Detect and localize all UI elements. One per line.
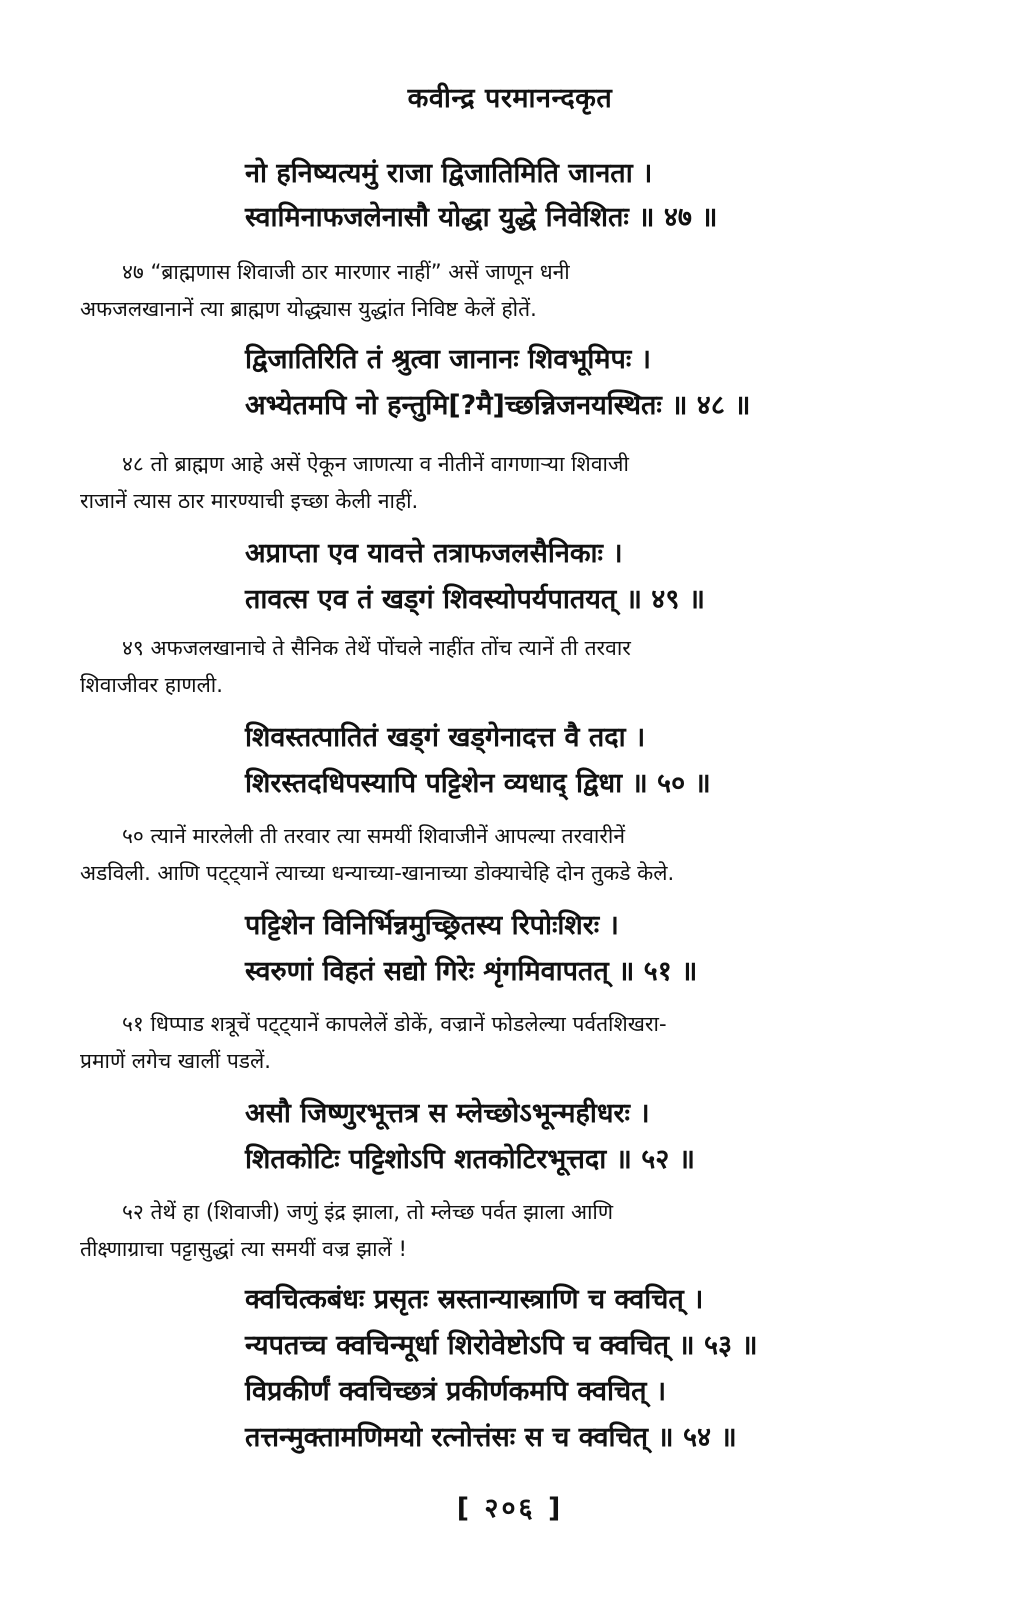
translation-50 bbox=[80, 818, 920, 892]
verse-48-line-1: द्विजातिरिति तं श्रुत्वा जानानः शिवभूमिपः । bbox=[245, 344, 651, 375]
verse-49-line-2: तावत्स एव तं खड्गं शिवस्योपर्यपातयत् ॥ ४९ ॥ bbox=[245, 584, 705, 615]
verse-50-line-2: शिरस्तदधिपस्यापि पट्टिशेन व्यधाद् द्विधा ॥ ५० ॥ bbox=[245, 768, 711, 799]
translation-51-line-1: ५१ धिप्पाड शत्रूचें पट्ट्यानें कापलेलें डोकें, वज्रानें फोडलेल्या पर्वतशिखरा- bbox=[122, 1012, 667, 1036]
verse-50-line-1: शिवस्तत्पातितं खड्गं खड्गेनादत्त वै तदा । bbox=[245, 722, 646, 753]
translation-52-line-1: ५२ तेथें हा (शिवाजी) जणुं इंद्र झाला, तो म्लेच्छ पर्वत झाला आणि bbox=[122, 1200, 614, 1224]
verse-51-line-2: स्वरुणां विहतं सद्यो गिरेः शृंगमिवापतत् ॥ ५१ ॥ bbox=[245, 956, 698, 987]
verse-48-line-2: अभ्येतमपि नो हन्तुमि[?मै]च्छन्निजनयस्थितः ॥ ४८ ॥ bbox=[245, 390, 751, 421]
translation-51-line-2: प्रमाणें लगेच खालीं पडलें. bbox=[80, 1049, 271, 1073]
translation-49-line-1: ४९ अफजलखानाचे ते सैनिक तेथें पोंचले नाहींत तोंच त्यानें ती तरवार bbox=[122, 636, 631, 660]
translation-48-line-2: राजानें त्यास ठार मारण्याची इच्छा केली नाहीं. bbox=[80, 489, 419, 513]
page-number: [ २०६ ] bbox=[456, 1493, 564, 1524]
verse-54-line-2: तत्तन्मुक्तामणिमयो रत्नोत्तंसः स च क्वचित् ॥ ५४ ॥ bbox=[245, 1422, 737, 1453]
verse-51-line-1: पट्टिशेन विनिर्भिन्नमुच्छ्रितस्य रिपोःशिरः । bbox=[245, 910, 619, 941]
translation-50-line-2: अडविली. आणि पट्ट्यानें त्याच्या धन्याच्या-खानाच्या डोक्याचेहि दोन तुकडे केले. bbox=[80, 861, 675, 885]
translation-48-line-1: ४८ तो ब्राह्मण आहे असें ऐकून जाणत्या व नीतीनें वागणाऱ्या शिवाजी bbox=[122, 452, 629, 476]
translation-49-line-2: शिवाजीवर हाणली. bbox=[80, 673, 223, 697]
verse-54-line-1: विप्रकीर्णं क्वचिच्छत्रं प्रकीर्णकमपि क्वचित् । bbox=[245, 1376, 667, 1407]
translation-47-line-1: ४७ “ब्राह्मणास शिवाजी ठार मारणार नाहीं” असें जाणून धनी bbox=[122, 260, 570, 284]
verse-52-line-2: शितकोटिः पट्टिशोऽपि शतकोटिरभूत्तदा ॥ ५२ ॥ bbox=[245, 1144, 695, 1175]
verse-47-line-1: नो हनिष्यत्यमुं राजा द्विजातिमिति जानता । bbox=[245, 158, 653, 189]
translation-47-line-2: अफजलखानानें त्या ब्राह्मण योद्ध्यास युद्धांत निविष्ट केलें होतें. bbox=[80, 297, 537, 321]
translation-49 bbox=[80, 630, 920, 704]
translation-47 bbox=[80, 254, 920, 328]
translation-48 bbox=[80, 446, 920, 520]
verse-52-line-1: असौ जिष्णुरभूत्तत्र स म्लेच्छोऽभून्महीधरः । bbox=[245, 1098, 650, 1129]
verse-49-line-1: अप्राप्ता एव यावत्ते तत्राफजलसैनिकाः । bbox=[245, 538, 623, 569]
translation-51 bbox=[80, 1006, 920, 1080]
verse-53-line-2: न्यपतच्च क्वचिन्मूर्धा शिरोवेष्टोऽपि च क्वचित् ॥ ५३ ॥ bbox=[245, 1330, 758, 1361]
verse-53-line-1: क्वचित्कबंधः प्रसृतः स्रस्तान्यास्त्राणि च क्वचित् । bbox=[245, 1284, 704, 1315]
verse-47-line-2: स्वामिनाफजलेनासौ योद्धा युद्धे निवेशितः ॥ ४७ ॥ bbox=[245, 202, 718, 233]
translation-52-line-2: तीक्ष्णाग्राचा पट्टासुद्धां त्या समयीं वज्र झालें ! bbox=[80, 1237, 407, 1261]
translation-52 bbox=[80, 1194, 920, 1268]
page-header: कवीन्द्र परमानन्दकृत bbox=[407, 83, 613, 114]
translation-50-line-1: ५० त्यानें मारलेली ती तरवार त्या समयीं शिवाजीनें आपल्या तरवारीनें bbox=[122, 824, 626, 848]
